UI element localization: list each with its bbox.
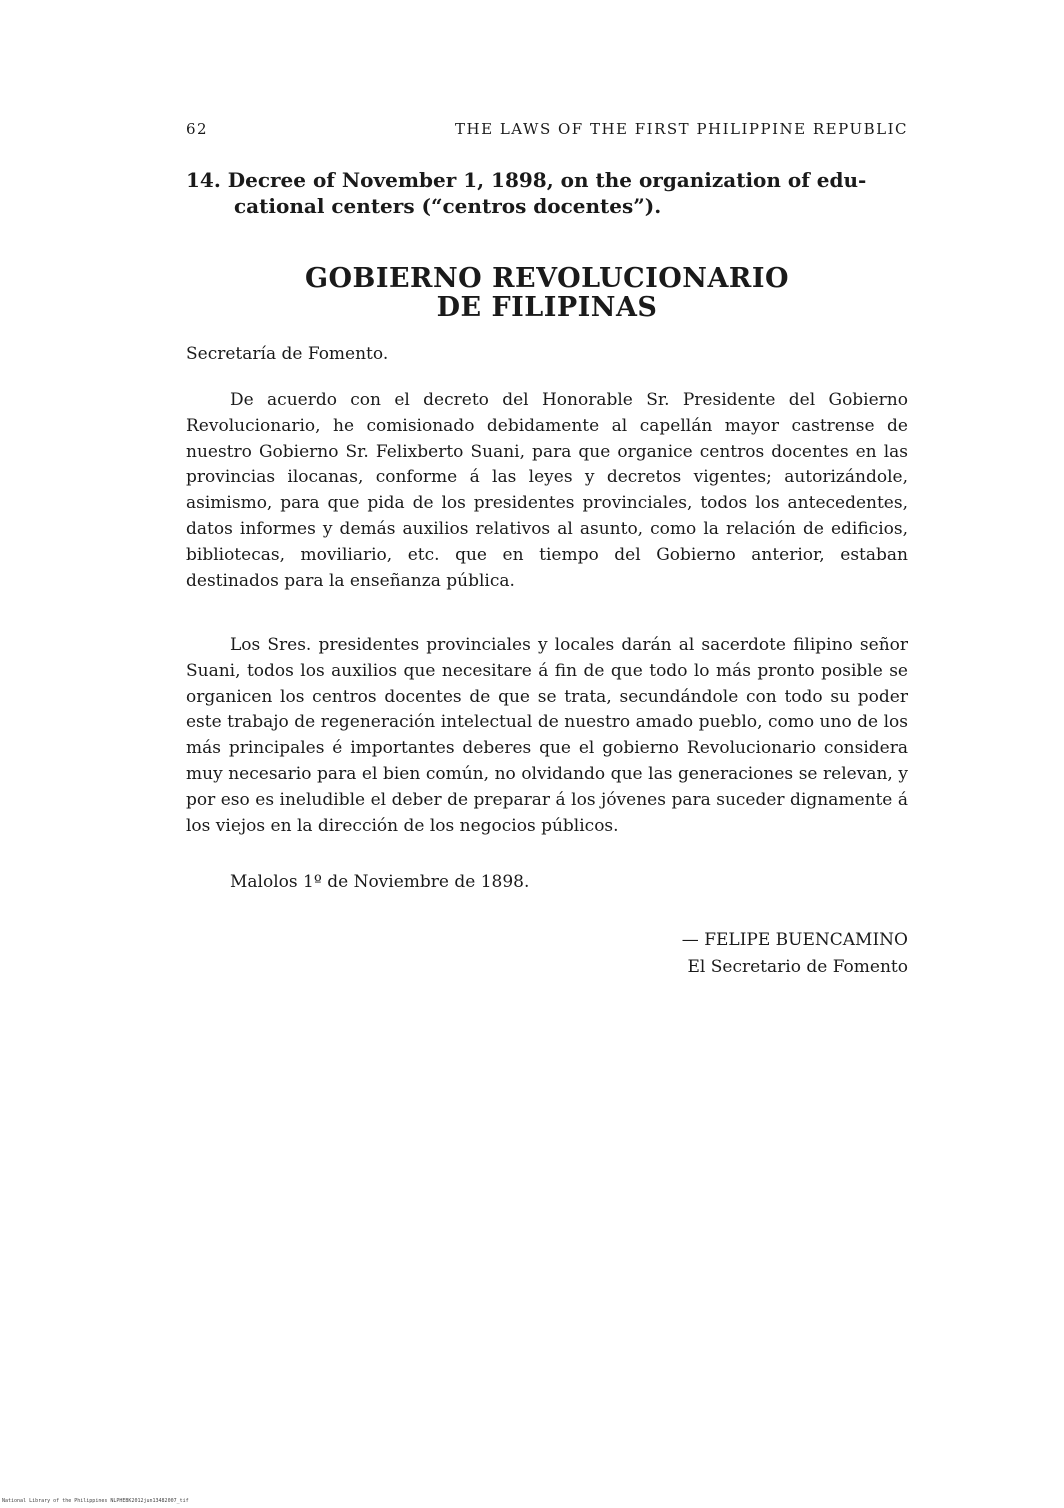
government-title-line-2: DE FILIPINAS	[436, 292, 658, 323]
signatory-name: — FELIPE BUENCAMINO	[681, 930, 908, 950]
decree-heading-line-1: 14. Decree of November 1, 1898, on the organization of edu-	[186, 168, 867, 192]
body-paragraph: Los Sres. presidentes provinciales y locales darán al sacerdote filipino señor Suani, todos los auxilios que necesitare á fin de que todo lo más pronto posible se organicen los centros docentes de que se trata, secundándole con todo su poder este trabajo de regeneración intelectual de nuestro amado pueblo, como uno de los más principales é importantes deberes que el gobierno Revolucionario considera muy necesario para el bien común, no olvidando que las generaciones se relevan, y por eso es ineludible el deber de preparar á los jóvenes para suceder dignamente á los viejos en la dirección de los negocios públicos.	[186, 635, 908, 836]
office-name: Secretaría de Fomento.	[186, 344, 389, 364]
scan-footer-note: National Library of the Philippines NLPHEBK2012jun13482007_tif	[2, 1498, 189, 1504]
dateline: Malolos 1º de Noviembre de 1898.	[230, 872, 530, 892]
body-paragraph: De acuerdo con el decreto del Honorable Sr. Presidente del Gobierno Revolucionario, he comisionado debidamente al capellán mayor castrense de nuestro Gobierno Sr. Felixberto Suani, para que organice centros docentes en las provincias ilocanas, conforme á las leyes y decretos vigentes; autorizándole, asimismo, para que pida de los presidentes provinciales, todos los antecedentes, datos informes y demás auxilios relativos al asunto, como la relación de edificios, bibliotecas, moviliario, etc. que en tiempo del Gobierno anterior, estaban destinados para la enseñanza pública.	[186, 390, 908, 591]
government-title-line-1: GOBIERNO REVOLUCIONARIO	[304, 263, 790, 294]
signatory-role: El Secretario de Fomento	[687, 957, 908, 977]
page-number: 62	[186, 120, 209, 138]
government-title	[186, 264, 908, 322]
running-header-title: THE LAWS OF THE FIRST PHILIPPINE REPUBLIC	[455, 120, 908, 138]
signature-block	[560, 927, 908, 981]
decree-heading-line-2: cational centers (“centros docentes”).	[234, 194, 662, 218]
decree-heading	[186, 167, 908, 219]
